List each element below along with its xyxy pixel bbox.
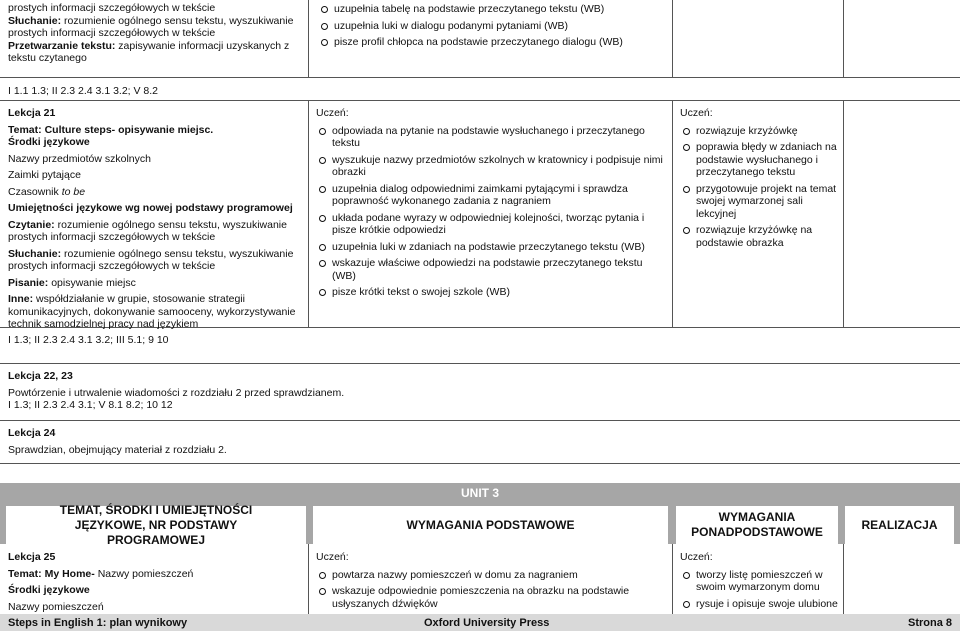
lesson-topic: My Home-: [44, 567, 95, 580]
list-item: pisze krótki tekst o swojej szkole (WB): [316, 286, 666, 299]
lesson-topic-rest: Nazwy pomieszczeń: [97, 567, 194, 580]
list-item: wskazuje odpowiednie pomieszczenia na obrazku na podstawie usłyszanych dźwięków: [316, 585, 666, 610]
lesson25-col1: [8, 551, 303, 613]
text-line: Zaimki pytające: [8, 169, 81, 181]
divider: [843, 544, 844, 614]
curriculum-ref: I 1.3; II 2.3 2.4 3.1; V 8.1 8.2; 10 12: [8, 399, 173, 411]
unit-title: UNIT 3: [460, 486, 499, 500]
skill-text: współdziałanie w grupie, stosowanie strategii komunikacyjnych, dokonywanie samooceny, wykorzystywanie technik samodzielnej pracy nad językiem: [8, 293, 296, 330]
top-ref: [8, 85, 158, 98]
lesson-title: Lekcja 22, 23: [8, 370, 73, 382]
list-item: uzupełnia luki w dialogu podanymi pytaniami (WB): [318, 20, 668, 33]
list-item: wskazuje właściwe odpowiedzi na podstawie przeczytanego tekstu (WB): [316, 257, 666, 282]
header-col3: [676, 506, 838, 544]
text-line: Powtórzenie i utrwalenie wiadomości z rozdziału 2 przed sprawdzianem.: [8, 386, 345, 399]
text-line: Nazwy pomieszczeń: [8, 600, 104, 613]
lesson25-col2: [316, 551, 666, 614]
divider: [308, 100, 309, 327]
list-item: uzupełnia dialog odpowiednimi zaimkami pytającymi i sprawdza poprawność wykonanego zadania z nagraniem: [316, 183, 666, 208]
uczen-label: Uczeń:: [680, 551, 713, 563]
footer-right: Strona 8: [907, 616, 952, 629]
text-em: to be: [61, 185, 86, 198]
divider: [843, 100, 844, 327]
lesson-topic: Culture steps- opisywanie miejsc.: [44, 123, 214, 136]
list-item: uzupełnia luki w zdaniach na podstawie przeczytanego tekstu (WB): [316, 241, 666, 254]
list-item: uzupełnia tabelę na podstawie przeczytanego tekstu (WB): [318, 3, 668, 16]
curriculum-ref: I 1.1 1.3; II 2.3 2.4 3.1 3.2; V 8.2: [8, 85, 159, 97]
list-item: poprawia błędy w zdaniach na podstawie wysłuchanego i przeczytanego tekstu: [680, 141, 840, 179]
skill-text: opisywanie miejsc: [51, 276, 136, 289]
header-col4: [845, 506, 954, 544]
list-item: odpowiada na pytanie na podstawie wysłuchanego i przeczytanego tekstu: [316, 125, 666, 150]
header-label: WYMAGANIA PODSTAWOWE: [406, 517, 575, 532]
lesson25-col3: [680, 551, 840, 614]
uczen-label: Uczeń:: [316, 551, 349, 563]
text-line: prostych informacji szczegółowych w tekście: [8, 2, 216, 14]
top-col2: [318, 3, 668, 53]
skill-label: Przetwarzanie tekstu:: [8, 39, 116, 52]
list-item: powtarza nazwy pomieszczeń w domu za nagraniem: [316, 569, 666, 582]
lesson-title: Lekcja 21: [8, 107, 56, 119]
curriculum-ref: I 1.3; II 2.3 2.4 3.1 3.2; III 5.1; 9 10: [8, 334, 169, 346]
temat-label: Temat:: [8, 123, 42, 136]
divider: [0, 100, 960, 101]
list-item: układa podane wyrazy w odpowiedniej kolejności, tworząc pytania i pisze krótkie odpowiedzi: [316, 212, 666, 237]
text-line: Czasownik: [8, 185, 59, 198]
divider: [0, 77, 960, 78]
skill-text: rozumienie ogólnego sensu tekstu, wyszukiwanie prostych informacji szczegółowych w tekście: [8, 247, 294, 272]
divider: [672, 100, 673, 327]
lesson21-col2: [316, 107, 666, 303]
umiejetnosci-heading: Umiejętności językowe wg nowej podstawy programowej: [8, 202, 293, 214]
footer-left: Steps in English 1: plan wynikowy: [8, 616, 188, 629]
header-label: REALIZACJA: [861, 517, 938, 532]
lesson-title: Lekcja 24: [8, 427, 56, 439]
divider: [843, 0, 844, 77]
list-item: wyszukuje nazwy przedmiotów szkolnych w kratownicy i podpisuje nimi obrazki: [316, 154, 666, 179]
skill-label: Pisanie:: [8, 276, 49, 289]
divider: [0, 363, 960, 364]
page-footer: [0, 614, 960, 631]
footer-center: Oxford University Press: [424, 616, 550, 629]
uczen-label: Uczeń:: [316, 107, 349, 119]
lesson22: [8, 370, 948, 412]
lesson21-col3: [680, 107, 840, 253]
divider: [672, 0, 673, 77]
divider: [308, 0, 309, 77]
uczen-label: Uczeń:: [680, 107, 713, 119]
temat-label: Temat:: [8, 567, 42, 580]
list-item: tworzy listę pomieszczeń w swoim wymarzonym domu: [680, 569, 840, 594]
header-col1: [6, 502, 306, 547]
skill-label: Słuchanie:: [8, 247, 62, 260]
header-label: TEMAT, ŚRODKI I UMIEJĘTNOŚCI JĘZYKOWE, NR PODSTAWY PROGRAMOWEJ: [59, 502, 253, 547]
list-item: przygotowuje projekt na temat swojej wymarzonej sali lekcyjnej: [680, 183, 840, 221]
header-col2: [313, 506, 668, 544]
srodki-heading: Środki językowe: [8, 584, 90, 596]
skill-text: zapisywanie informacji uzyskanych z tekstu czytanego: [8, 39, 290, 64]
list-item: pisze profil chłopca na podstawie przeczytanego dialogu (WB): [318, 36, 668, 49]
divider: [0, 420, 960, 421]
divider: [672, 544, 673, 614]
skill-text: rozumienie ogólnego sensu tekstu, wyszukiwanie prostych informacji szczegółowych w tekście: [8, 14, 294, 39]
divider: [0, 463, 960, 464]
list-item: rozwiązuje krzyżówkę na podstawie obrazka: [680, 224, 840, 249]
lesson24: [8, 427, 948, 456]
text-line: Nazwy przedmiotów szkolnych: [8, 152, 151, 165]
list-item: rozwiązuje krzyżówkę: [680, 125, 840, 138]
skill-label: Słuchanie:: [8, 14, 62, 27]
lesson21-ref: [8, 334, 169, 347]
text-line: Sprawdzian, obejmujący materiał z rozdziału 2.: [8, 443, 227, 456]
lesson-title: Lekcja 25: [8, 551, 56, 563]
header-label: WYMAGANIA PONADPODSTAWOWE: [691, 510, 823, 539]
lesson21-col1: [8, 107, 303, 331]
skill-label: Inne:: [8, 293, 34, 305]
skill-label: Czytanie:: [8, 218, 55, 231]
skill-text: rozumienie ogólnego sensu tekstu, wyszukiwanie prostych informacji szczegółowych w tekście: [8, 218, 287, 243]
list-item: rysuje i opisuje swoje ulubione: [680, 598, 840, 611]
srodki-heading: Środki językowe: [8, 136, 90, 148]
divider: [308, 544, 309, 614]
top-col1: [8, 2, 303, 65]
